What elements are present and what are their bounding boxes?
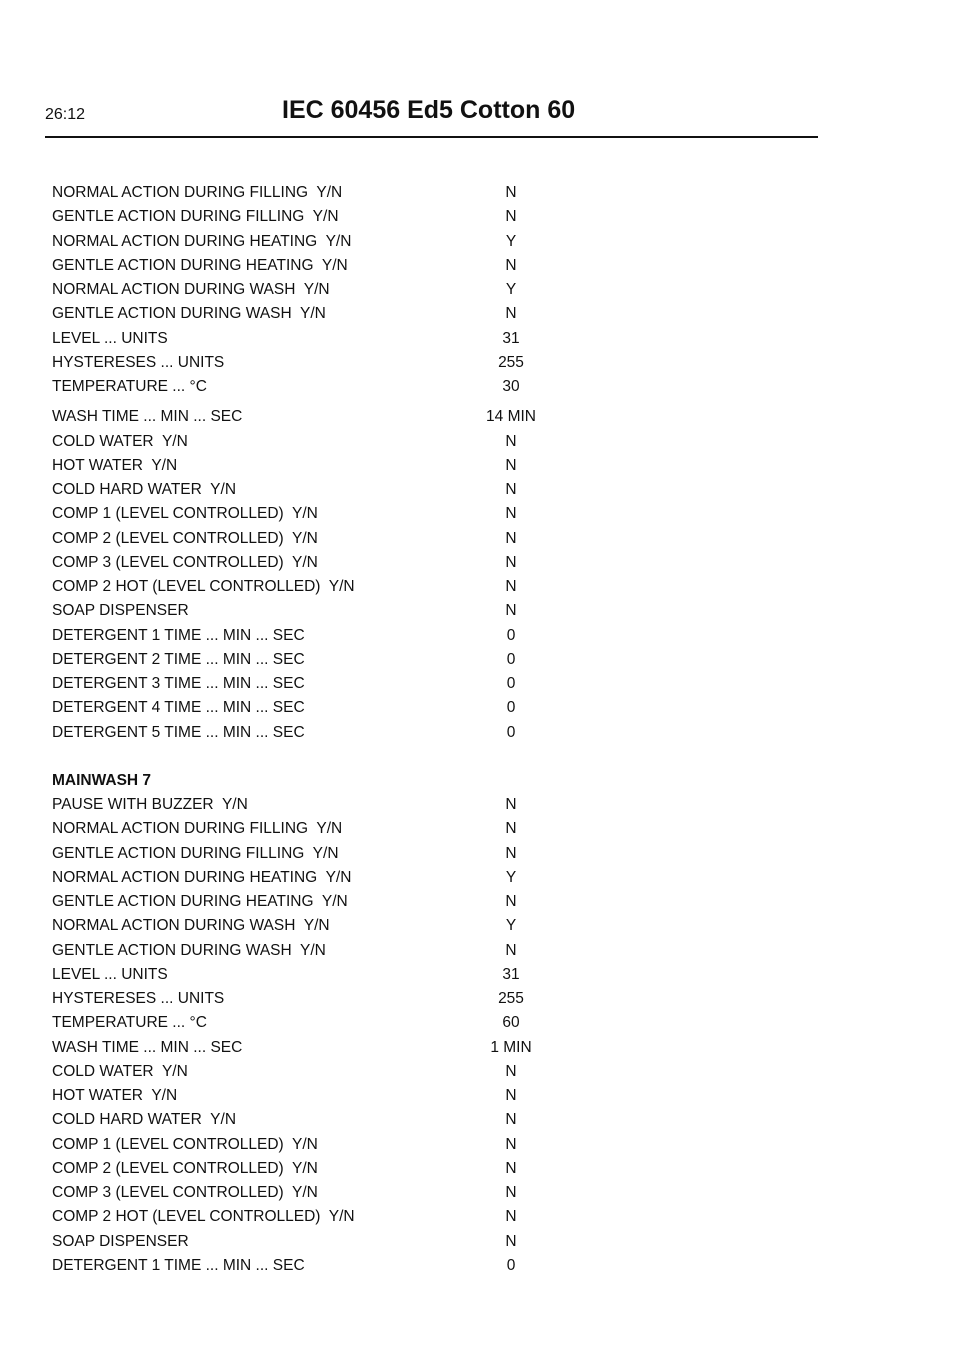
setting-value: N xyxy=(505,256,517,274)
setting-value: N xyxy=(505,481,517,498)
setting-row xyxy=(52,1108,612,1132)
setting-label: HYSTERESES ... UNITS xyxy=(52,353,225,371)
setting-value: N xyxy=(505,184,517,201)
setting-value: N xyxy=(505,1111,517,1129)
setting-label: WASH TIME ... MIN ... SEC xyxy=(52,408,243,426)
setting-label: GENTLE ACTION DURING HEATING Y/N xyxy=(52,893,348,910)
setting-value: 0 xyxy=(506,1256,516,1274)
setting-value: N xyxy=(505,505,517,523)
setting-value: N xyxy=(505,1208,517,1226)
setting-label: COMP 2 (LEVEL CONTROLLED) Y/N xyxy=(52,529,318,547)
mainwash-settings xyxy=(52,793,612,1278)
setting-label: GENTLE ACTION DURING WASH Y/N xyxy=(52,941,326,959)
setting-row xyxy=(52,963,612,987)
setting-value: 0 xyxy=(506,675,516,692)
setting-row xyxy=(52,890,612,914)
setting-label: HOT WATER Y/N xyxy=(52,456,178,474)
setting-row xyxy=(52,696,612,720)
header-divider xyxy=(45,136,818,138)
setting-value: 255 xyxy=(498,353,524,371)
setting-value: 0 xyxy=(506,699,516,717)
setting-value: N xyxy=(505,1135,517,1153)
setting-row xyxy=(52,1254,612,1278)
setting-label: NORMAL ACTION DURING HEATING Y/N xyxy=(52,868,352,886)
setting-value: N xyxy=(505,1184,517,1201)
setting-row xyxy=(52,866,612,890)
setting-label: NORMAL ACTION DURING WASH Y/N xyxy=(52,281,330,298)
setting-row xyxy=(52,527,612,551)
setting-label: COMP 1 (LEVEL CONTROLLED) Y/N xyxy=(52,505,318,523)
setting-value: N xyxy=(505,553,517,571)
setting-value: Y xyxy=(505,281,517,298)
setting-row xyxy=(52,575,612,599)
setting-row xyxy=(52,454,612,478)
setting-label: TEMPERATURE ... °C xyxy=(52,378,207,395)
setting-value: 0 xyxy=(506,650,516,668)
setting-label: COLD HARD WATER Y/N xyxy=(52,1111,237,1129)
settings-block-2 xyxy=(52,405,612,745)
setting-label: COMP 1 (LEVEL CONTROLLED) Y/N xyxy=(52,1135,318,1153)
setting-row xyxy=(52,1084,612,1108)
setting-label: GENTLE ACTION DURING FILLING Y/N xyxy=(52,208,339,226)
setting-value: N xyxy=(505,820,517,838)
setting-row xyxy=(52,1230,612,1254)
setting-row xyxy=(52,1133,612,1157)
setting-label: HYSTERESES ... UNITS xyxy=(52,990,225,1007)
setting-value: 14 MIN xyxy=(486,408,536,426)
setting-row xyxy=(52,1060,612,1084)
setting-row xyxy=(52,1205,612,1229)
setting-row xyxy=(52,624,612,648)
setting-value: Y xyxy=(505,232,517,250)
setting-value: N xyxy=(505,1062,517,1080)
setting-label: WASH TIME ... MIN ... SEC xyxy=(52,1038,243,1056)
setting-row xyxy=(52,914,612,938)
setting-label: DETERGENT 2 TIME ... MIN ... SEC xyxy=(52,650,305,668)
setting-value: N xyxy=(505,941,517,959)
setting-label: NORMAL ACTION DURING FILLING Y/N xyxy=(52,184,343,201)
setting-value: 255 xyxy=(498,990,524,1007)
setting-row xyxy=(52,181,612,205)
setting-label: DETERGENT 1 TIME ... MIN ... SEC xyxy=(52,1256,305,1274)
setting-value: 60 xyxy=(502,1014,520,1032)
setting-label: COLD WATER Y/N xyxy=(52,432,188,450)
setting-row xyxy=(52,1181,612,1205)
setting-value: N xyxy=(505,1159,517,1177)
setting-row xyxy=(52,817,612,841)
setting-value: N xyxy=(505,1087,517,1104)
setting-value: N xyxy=(505,529,517,547)
setting-value: 1 MIN xyxy=(490,1038,532,1056)
setting-label: DETERGENT 1 TIME ... MIN ... SEC xyxy=(52,626,305,644)
setting-label: NORMAL ACTION DURING HEATING Y/N xyxy=(52,232,352,250)
setting-label: TEMPERATURE ... °C xyxy=(52,1014,207,1032)
setting-row xyxy=(52,478,612,502)
setting-row xyxy=(52,375,612,399)
setting-row xyxy=(52,205,612,229)
setting-value: N xyxy=(505,456,517,474)
setting-row xyxy=(52,842,612,866)
setting-value: N xyxy=(505,208,517,226)
setting-row xyxy=(52,278,612,302)
setting-label: COMP 2 HOT (LEVEL CONTROLLED) Y/N xyxy=(52,578,355,595)
setting-value: 0 xyxy=(506,723,516,741)
setting-row xyxy=(52,230,612,254)
setting-label: DETERGENT 3 TIME ... MIN ... SEC xyxy=(52,675,305,692)
setting-label: DETERGENT 4 TIME ... MIN ... SEC xyxy=(52,699,305,717)
setting-label: SOAP DISPENSER xyxy=(52,1232,189,1250)
setting-row xyxy=(52,1157,612,1181)
setting-label: COMP 3 (LEVEL CONTROLLED) Y/N xyxy=(52,553,318,571)
settings-block-1 xyxy=(52,181,612,399)
setting-row xyxy=(52,793,612,817)
setting-label: LEVEL ... UNITS xyxy=(52,965,168,983)
setting-row xyxy=(52,1011,612,1035)
setting-row xyxy=(52,939,612,963)
page-number: 26:12 xyxy=(45,106,86,123)
setting-label: DETERGENT 5 TIME ... MIN ... SEC xyxy=(52,723,305,741)
setting-label: COLD WATER Y/N xyxy=(52,1062,188,1080)
setting-label: HOT WATER Y/N xyxy=(52,1087,178,1104)
settings-list xyxy=(52,181,612,1278)
setting-value: N xyxy=(505,432,517,450)
setting-row xyxy=(52,599,612,623)
setting-row xyxy=(52,1036,612,1060)
setting-label: NORMAL ACTION DURING WASH Y/N xyxy=(52,917,330,935)
setting-label: GENTLE ACTION DURING FILLING Y/N xyxy=(52,844,339,862)
setting-value: N xyxy=(505,305,517,323)
setting-row xyxy=(52,648,612,672)
setting-row xyxy=(52,672,612,696)
setting-row xyxy=(52,254,612,278)
setting-row xyxy=(52,327,612,351)
setting-row xyxy=(52,302,612,326)
setting-value: N xyxy=(505,1232,517,1250)
setting-value: 31 xyxy=(502,329,520,347)
setting-value: 30 xyxy=(502,378,520,395)
setting-label: GENTLE ACTION DURING WASH Y/N xyxy=(52,305,326,323)
setting-value: N xyxy=(505,578,517,595)
setting-label: COMP 2 HOT (LEVEL CONTROLLED) Y/N xyxy=(52,1208,355,1226)
page-header xyxy=(45,92,818,138)
setting-value: 31 xyxy=(502,965,520,983)
setting-row xyxy=(52,351,612,375)
setting-label: PAUSE WITH BUZZER Y/N xyxy=(52,796,248,813)
setting-row xyxy=(52,721,612,745)
document-title: IEC 60456 Ed5 Cotton 60 xyxy=(282,96,576,124)
setting-value: 0 xyxy=(506,626,516,644)
setting-label: GENTLE ACTION DURING HEATING Y/N xyxy=(52,256,348,274)
setting-row xyxy=(52,405,612,429)
setting-value: N xyxy=(505,844,517,862)
setting-value: Y xyxy=(505,868,517,886)
setting-value: N xyxy=(505,602,517,620)
section-spacer xyxy=(52,745,612,769)
setting-label: LEVEL ... UNITS xyxy=(52,329,168,347)
mainwash-heading: MAINWASH 7 xyxy=(52,771,152,789)
setting-row xyxy=(52,430,612,454)
setting-row xyxy=(52,551,612,575)
setting-row xyxy=(52,502,612,526)
setting-value: N xyxy=(505,893,517,910)
setting-label: COLD HARD WATER Y/N xyxy=(52,481,237,498)
setting-label: COMP 3 (LEVEL CONTROLLED) Y/N xyxy=(52,1184,318,1201)
setting-value: Y xyxy=(505,917,517,935)
setting-row xyxy=(52,987,612,1011)
setting-label: COMP 2 (LEVEL CONTROLLED) Y/N xyxy=(52,1159,318,1177)
setting-label: NORMAL ACTION DURING FILLING Y/N xyxy=(52,820,343,838)
setting-label: SOAP DISPENSER xyxy=(52,602,189,620)
setting-value: N xyxy=(505,796,517,813)
